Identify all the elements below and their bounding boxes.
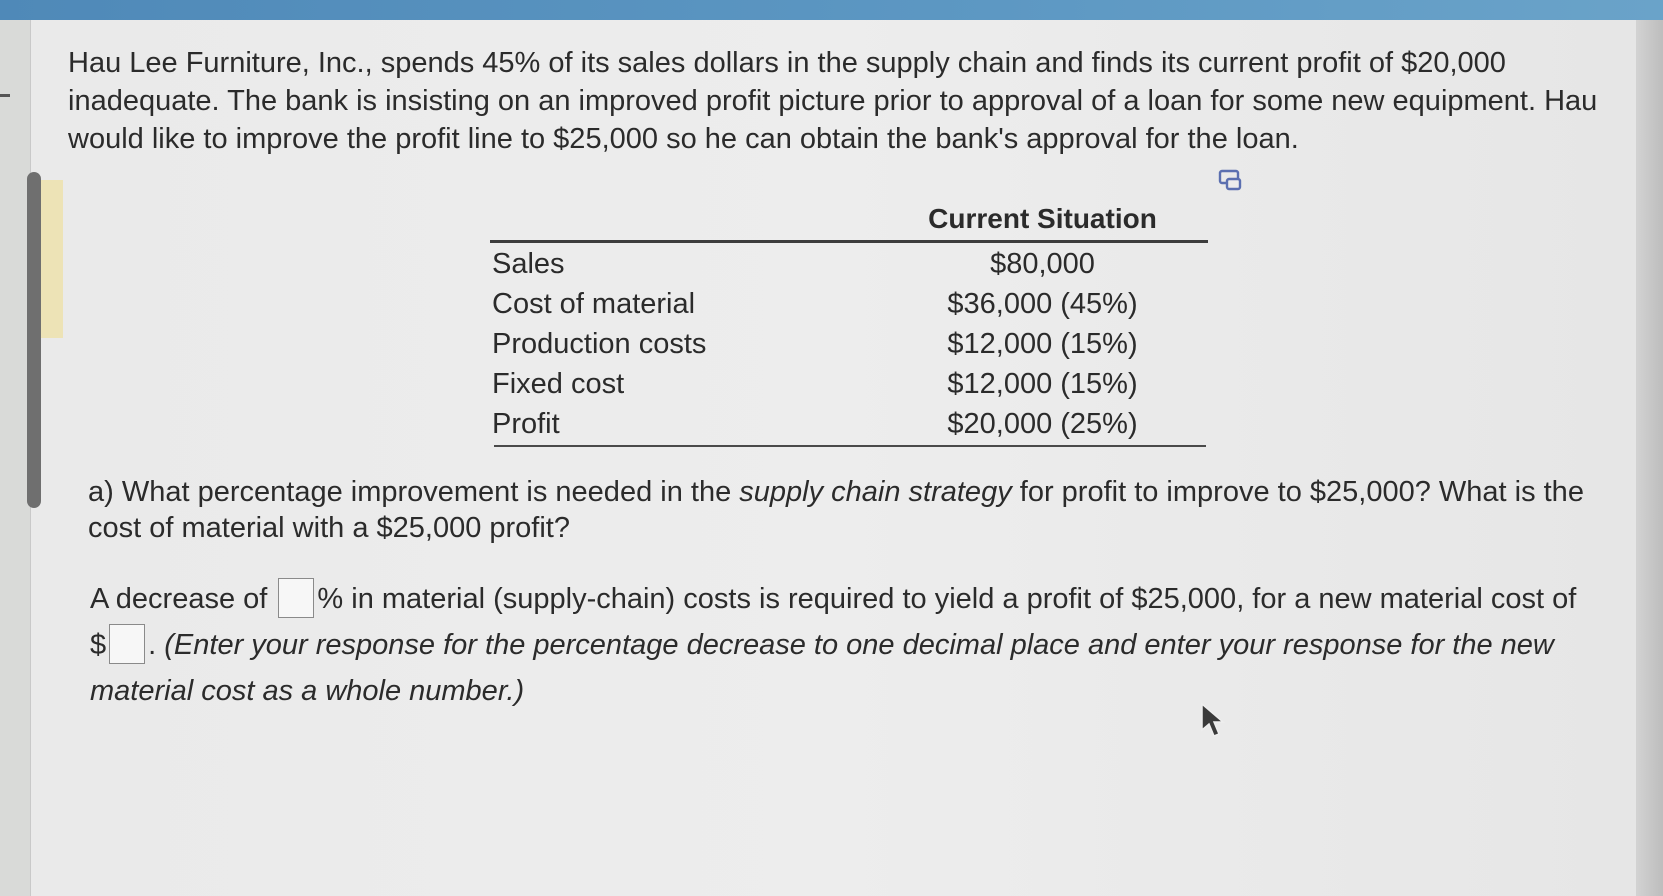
table-row-production-costs — [490, 324, 1208, 364]
row-label: Fixed cost — [492, 368, 625, 400]
row-label: Production costs — [492, 328, 707, 360]
answer-part2: % in material (supply-chain) costs is required to yield a profit of $25,000, for a new material cost of — [317, 583, 1577, 615]
answer-part3: . — [148, 629, 165, 661]
dollar-sign: $ — [90, 629, 107, 661]
table-column-header: Current Situation — [928, 203, 1157, 234]
table-row-sales — [490, 244, 1208, 284]
row-value: $12,000 (15%) — [947, 328, 1138, 360]
scrollbar-thumb[interactable] — [27, 172, 41, 508]
percent-decrease-input[interactable] — [278, 578, 314, 618]
row-value: $12,000 (15%) — [947, 368, 1138, 400]
answer-statement — [90, 576, 1590, 714]
question-suffix: for profit to improve to $25,000? What is the cost of material with a $25,000 profit? — [88, 476, 1584, 544]
question-prefix: a) What percentage improvement is needed in the — [88, 476, 740, 508]
answer-instructions: (Enter your response for the percentage decrease to one decimal place and enter your response for the new material cost as a whole number.) — [90, 629, 1554, 707]
table-bottom-rule — [494, 445, 1206, 447]
problem-intro: Hau Lee Furniture, Inc., spends 45% of its sales dollars in the supply chain and finds its current profit of $20,000 inadequate. The bank is insisting on an improved profit picture prior to approval of a loan for some new equipment. Hau would like to improve the profit line to $25,000 so he can obtain the bank's approval for the loan. — [68, 47, 1598, 155]
table-row-cost-of-material — [490, 284, 1208, 324]
row-value: $80,000 — [990, 248, 1095, 280]
row-label: Profit — [492, 408, 560, 440]
left-edge-marker — [0, 94, 10, 97]
answer-part1: A decrease of — [90, 583, 276, 615]
right-edge-shadow — [1636, 20, 1663, 896]
table-header-rule — [490, 240, 1208, 243]
window-top-bar — [0, 0, 1663, 20]
question-emphasis: supply chain strategy — [739, 476, 1012, 508]
row-label: Cost of material — [492, 288, 696, 320]
row-value: $20,000 (25%) — [947, 408, 1138, 440]
question-a — [88, 474, 1588, 546]
copy-to-clipboard-icon[interactable] — [1218, 168, 1244, 194]
new-material-cost-input[interactable] — [109, 624, 145, 664]
table-row-profit — [490, 404, 1208, 444]
row-value: $36,000 (45%) — [947, 288, 1138, 320]
table-row-fixed-cost — [490, 364, 1208, 404]
mouse-pointer-icon — [1200, 702, 1226, 740]
row-label: Sales — [492, 248, 565, 280]
